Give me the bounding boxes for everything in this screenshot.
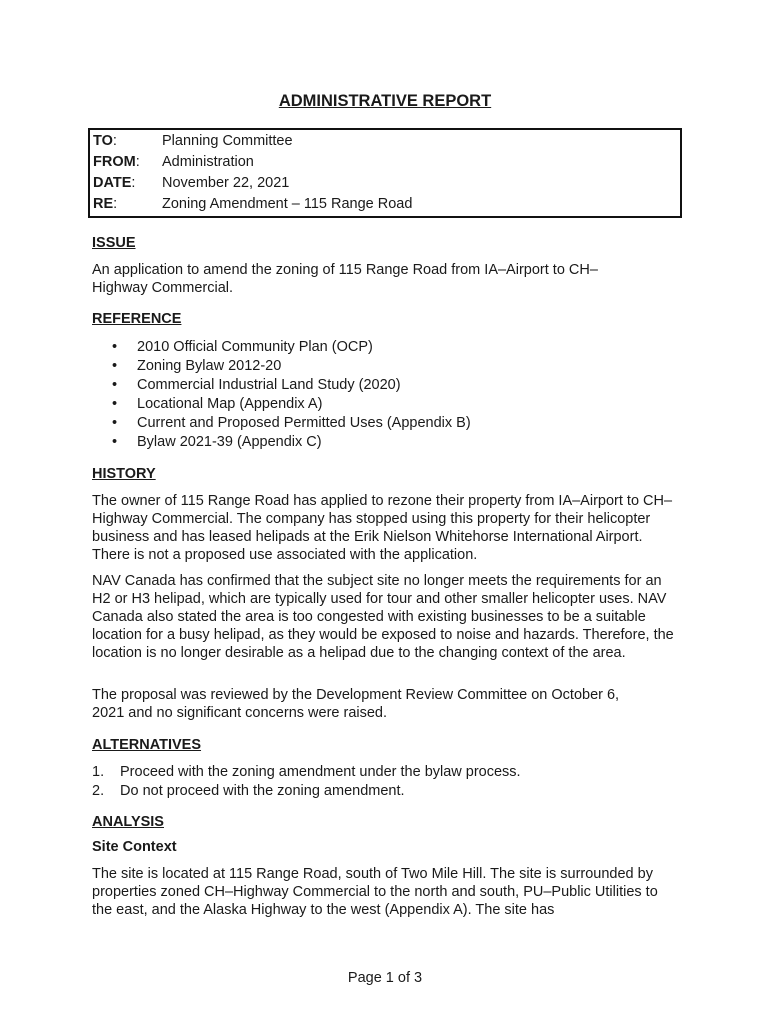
memo-value: Planning Committee (162, 133, 293, 149)
analysis-heading: ANALYSIS (92, 814, 164, 830)
history-paragraph: The proposal was reviewed by the Development Review Committee on October 6, 2021 and no significant concerns were raised. (92, 687, 620, 721)
document-page: ADMINISTRATIVE REPORT TO: Planning Committee FROM: Administration DATE: November 22, 2021 RE: Zoning Amendment – 115 Range Road ISSUE An application to amend the zoning of 115 Range Road from IA–Airport to CH–Highway Commercial. REFERENCE • 2010 Official Community Plan (OCP) • Zoning Bylaw 2012-20 • Commercial Industrial Land Study (2020) • Locational Map (Appendix A) • Current and Proposed Permitted Uses (Appendix B) • Bylaw 2021-39 (Appendix C) HISTORY The owner of 115 Range Road has applied to rezone their property from IA–Airport to CH–Highway Commercial. The company has stopped using this property for their helicopter business and has leased helipads at the Erik Nielson Whitehorse International Airport. There is not a proposed use associated with the application. NAV Canada has confirmed that the subject site no longer meets the requirements for an H2 or H3 helipad, which are typically used for tour and other smaller helicopter uses. NAV Canada also stated the area is too congested with existing businesses to be a suitable location for a busy helipad, as they would be exposed to noise and hazards. Therefore, the location is no longer desirable as a helipad due to the changing context of the area. The proposal was reviewed by the Development Review Committee on October 6, 2021 and no significant concerns were raised. ALTERNATIVES 1. Proceed with the zoning amendment under the bylaw process. 2. Do not proceed with the zoning amendment. ANALYSIS Site Context The site is located at 115 Range Road, south of Two Mile Hill. The site is surrounded by properties zoned CH–Highway Commercial to the north and south, PU–Public Utilities to the east, and the Alaska Highway to the west (Appendix A). The site has Page 1 of 3 (0, 0, 770, 1024)
history-paragraph: The owner of 115 Range Road has applied to rezone their property from IA–Airport to CH–Highway Commercial. The company has stopped using this property for their helicopter business and has leased helipads at the Erik Nielson Whitehorse International Airport. There is not a proposed use associated with the application. (92, 493, 673, 563)
memo-key: FROM (93, 154, 136, 170)
issue-text: An application to amend the zoning of 115 Range Road from IA–Airport to CH–Highway Commercial. (92, 262, 598, 296)
analysis-text: The site is located at 115 Range Road, south of Two Mile Hill. The site is surrounded by properties zoned CH–Highway Commercial to the north and south, PU–Public Utilities to the east, and the Alaska Highway to the west (Appendix A). The site has (92, 866, 658, 918)
memo-key: DATE (93, 175, 132, 191)
memo-header-box: TO: Planning Committee FROM: Administration DATE: November 22, 2021 RE: Zoning Amendment – 115 Range Road (88, 128, 682, 218)
alternatives-heading: ALTERNATIVES (92, 737, 202, 753)
memo-value: Administration (162, 154, 254, 170)
site-context-subheading: Site Context (92, 839, 177, 855)
history-heading: HISTORY (92, 466, 156, 482)
reference-heading: REFERENCE (92, 311, 182, 327)
issue-heading: ISSUE (92, 235, 136, 251)
page-number: Page 1 of 3 (347, 970, 423, 986)
history-paragraph: NAV Canada has confirmed that the subject site no longer meets the requirements for an H2 or H3 helipad, which are typically used for tour and other smaller helicopter uses. NAV Canada also stated the area is too congested with existing businesses to be a suitable location for a busy helipad, as they would be exposed to noise and hazards. Therefore, the location is no longer desirable as a helipad due to the changing context of the area. (92, 573, 674, 661)
memo-value: Zoning Amendment – 115 Range Road (162, 196, 413, 212)
report-title: ADMINISTRATIVE REPORT (278, 92, 492, 110)
memo-key: TO (93, 133, 113, 149)
memo-value: November 22, 2021 (162, 175, 290, 191)
memo-key: RE (93, 196, 114, 212)
